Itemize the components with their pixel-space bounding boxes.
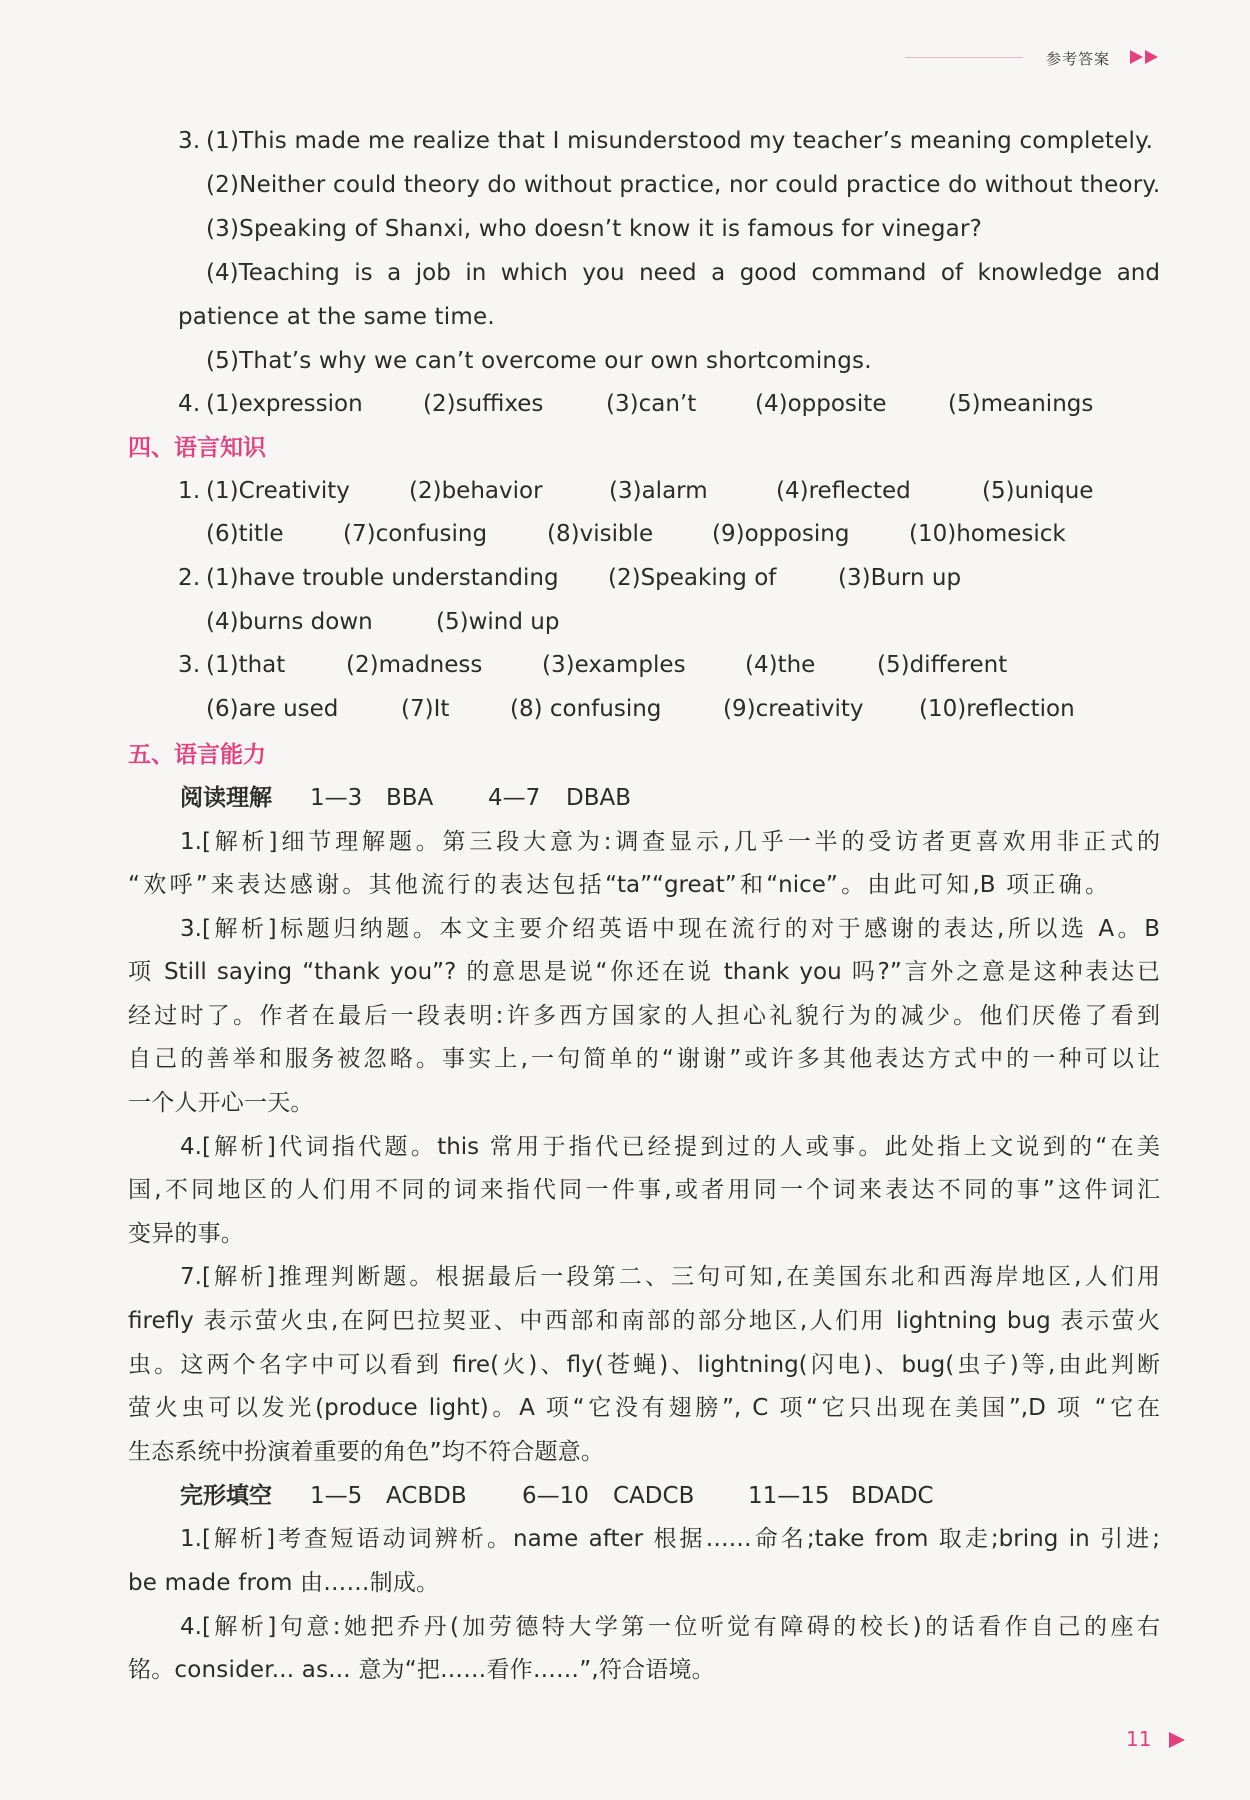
s4-q1-answer: (4)reflected	[776, 478, 911, 504]
s4-q1-row1	[0, 476, 1250, 506]
cloze-range-3: 11—15	[748, 1483, 830, 1509]
reading-exp-line: 1.[解析]细节理解题。第三段大意为:调查显示,几乎一半的受访者更喜欢用非正式的	[180, 829, 1160, 855]
section5-heading: 五、语言能力	[128, 742, 266, 768]
s4-q3-answer: (5)different	[877, 652, 1008, 678]
s4-q1-answer: (1)Creativity	[206, 478, 350, 504]
s4-q3-answer: (2)madness	[346, 652, 483, 678]
reading-exp-line: 变异的事。	[128, 1221, 244, 1247]
reading-exp-line: 生态系统中扮演着重要的角色”均不符合题意。	[128, 1439, 605, 1465]
s4-q1-answer: (3)alarm	[609, 478, 708, 504]
section4-heading: 四、语言知识	[128, 435, 266, 461]
reading-exp-line: 虫。这两个名字中可以看到 fire(火)、fly(苍蝇)、lightning(闪电)、bug(虫子)等,由此判断	[128, 1352, 1160, 1378]
s4-q1-answer: (2)behavior	[409, 478, 543, 504]
reading-exp-line: 萤火虫可以发光(produce light)。A 项“它没有翅膀”, C 项“它只出现在美国”,D 项 “它在	[128, 1395, 1160, 1421]
s4-q1-label: 1.	[178, 478, 201, 504]
s4-q3-answer: (10)reflection	[919, 696, 1075, 722]
s4-q3-row2	[0, 694, 1250, 724]
q3-answer-4: (4)Teaching is a job in which you need a good command of knowledge and	[206, 260, 1160, 286]
cloze-answers-2: CADCB	[613, 1483, 695, 1509]
q3-answer-5: (5)That’s why we can’t overcome our own shortcomings.	[206, 348, 872, 374]
q4-label: 4.	[178, 391, 201, 417]
q4-answers	[0, 389, 1250, 419]
s4-q2-row1	[0, 563, 1250, 593]
reading-exp-line: 经过时了。作者在最后一段表明:许多西方国家的人担心礼貌行为的减少。他们厌倦了看到	[128, 1003, 1160, 1029]
s4-q3-label: 3.	[178, 652, 201, 678]
cloze-exp-line: 1.[解析]考查短语动词辨析。name after 根据……命名;take from 取走;bring in 引进;	[180, 1526, 1160, 1552]
cloze-exp-line: 铭。consider... as... 意为“把……看作……”,符合语境。	[128, 1657, 715, 1683]
reading-exp-line: 国,不同地区的人们用不同的词来指代同一件事,或者用同一个词来表达不同的事”这件词汇	[128, 1177, 1160, 1203]
cloze-title: 完形填空	[180, 1483, 272, 1509]
q4-answer-5: (5)meanings	[948, 391, 1094, 417]
q3-answer-3: (3)Speaking of Shanxi, who doesn’t know it is famous for vinegar?	[206, 216, 983, 242]
q3-answer-2: (2)Neither could theory do without practice, nor could practice do without theory.	[206, 172, 1161, 198]
s4-q2-answer: (4)burns down	[206, 609, 373, 635]
s4-q2-answer: (3)Burn up	[838, 565, 962, 591]
s4-q1-answer: (7)confusing	[343, 521, 488, 547]
s4-q1-answer: (5)unique	[982, 478, 1094, 504]
reading-exp-line: 3.[解析]标题归纳题。本文主要介绍英语中现在流行的对于感谢的表达,所以选 A。B	[180, 916, 1160, 942]
q4-answer-4: (4)opposite	[755, 391, 887, 417]
s4-q3-answer: (4)the	[745, 652, 816, 678]
reading-answers-1: BBA	[386, 785, 434, 811]
cloze-exp-line: be made from 由……制成。	[128, 1570, 440, 1596]
s4-q2-answer: (5)wind up	[436, 609, 560, 635]
header-rule	[905, 57, 1023, 58]
reading-exp-line: firefly 表示萤火虫,在阿巴拉契亚、中西部和南部的部分地区,人们用 lightning bug 表示萤火	[128, 1308, 1160, 1334]
s4-q3-answer: (1)that	[206, 652, 286, 678]
reading-exp-line: “欢呼”来表达感谢。其他流行的表达包括“ta”“great”和“nice”。由此可知,B 项正确。	[128, 872, 1108, 898]
s4-q1-answer: (10)homesick	[909, 521, 1066, 547]
s4-q2-answer: (1)have trouble understanding	[206, 565, 559, 591]
q3-answer-1: (1)This made me realize that I misunderstood my teacher’s meaning completely.	[206, 128, 1154, 154]
s4-q1-row2	[0, 519, 1250, 549]
reading-range-1: 1—3	[310, 785, 363, 811]
page-number: 11	[1126, 1727, 1152, 1751]
s4-q3-answer: (6)are used	[206, 696, 339, 722]
reading-answers-2: DBAB	[566, 785, 632, 811]
s4-q3-answer: (3)examples	[542, 652, 686, 678]
s4-q3-answer: (8) confusing	[510, 696, 662, 722]
s4-q2-answer: (2)Speaking of	[608, 565, 777, 591]
reading-exp-line: 4.[解析]代词指代题。this 常用于指代已经提到过的人或事。此处指上文说到的“在美	[180, 1134, 1160, 1160]
cloze-range-1: 1—5	[310, 1483, 363, 1509]
q3-answer-4-cont: patience at the same time.	[178, 304, 495, 330]
s4-q1-answer: (6)title	[206, 521, 284, 547]
q4-answer-2: (2)suffixes	[423, 391, 544, 417]
q4-answer-1: (1)expression	[206, 391, 363, 417]
next-arrow-icon	[1168, 1731, 1186, 1749]
reading-range-2: 4—7	[488, 785, 541, 811]
cloze-exp-line: 4.[解析]句意:她把乔丹(加劳德特大学第一位听觉有障碍的校长)的话看作自己的座右	[180, 1614, 1160, 1640]
reading-exp-line: 自己的善举和服务被忽略。事实上,一句简单的“谢谢”或许多其他表达方式中的一种可以让	[128, 1046, 1160, 1072]
reading-exp-line: 7.[解析]推理判断题。根据最后一段第二、三句可知,在美国东北和西海岸地区,人们用	[180, 1264, 1160, 1290]
reading-exp-line: 一个人开心一天。	[128, 1090, 314, 1116]
s4-q1-answer: (9)opposing	[712, 521, 850, 547]
header-label: 参考答案	[1046, 50, 1111, 68]
double-arrow-icon	[1130, 50, 1162, 64]
s4-q2-label: 2.	[178, 565, 201, 591]
reading-exp-line: 项 Still saying “thank you”? 的意思是说“你还在说 thank you 吗?”言外之意是这种表达已	[128, 959, 1160, 985]
s4-q2-row2	[0, 607, 1250, 637]
cloze-range-2: 6—10	[522, 1483, 589, 1509]
s4-q3-answer: (7)It	[401, 696, 450, 722]
cloze-answers-3: BDADC	[851, 1483, 934, 1509]
reading-answers	[0, 783, 1250, 813]
cloze-answers	[0, 1481, 1250, 1511]
reading-title: 阅读理解	[180, 785, 272, 811]
s4-q1-answer: (8)visible	[547, 521, 654, 547]
s4-q3-answer: (9)creativity	[723, 696, 864, 722]
q3-label: 3.	[178, 128, 201, 154]
s4-q3-row1	[0, 650, 1250, 680]
cloze-answers-1: ACBDB	[386, 1483, 467, 1509]
q4-answer-3: (3)can’t	[606, 391, 697, 417]
